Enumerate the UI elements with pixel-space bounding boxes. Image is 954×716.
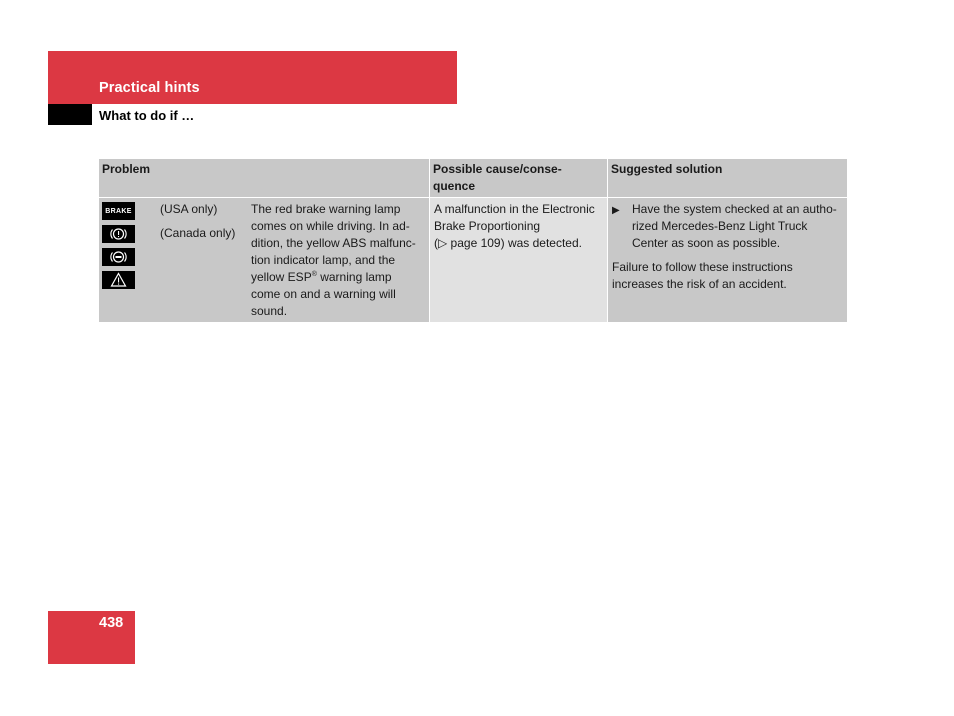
table-header [99,159,847,197]
solution-cell [607,198,847,322]
region-labels [160,201,251,318]
brake-circle-warning-icon [102,225,135,243]
registered-mark: ® [311,271,317,278]
section-header-band [48,51,457,104]
warning-icons [102,201,160,318]
problem-cell [99,198,429,322]
solution-step: ▶ Have the system checked at an autho- rized Mercedes-Benz Light Truck Center as soon as possible. [612,202,837,250]
abs-warning-icon [102,248,135,266]
column-header-cause: Possible cause/conse- quence [429,159,607,197]
cause-cell: A malfunction in the Electronic Brake Proportioning (▷ page 109) was detected. [429,198,607,322]
solution-note: Failure to follow these instructions increases the risk of an accident. [612,260,793,291]
page-number: 438 [99,615,124,631]
problem-description: The red brake warning lamp comes on while driving. In ad- dition, the yellow ABS malfunc- tion indicator lamp, and the yellow ESP® warning lamp come on and a warning will sound. [251,202,416,318]
region-usa: (USA only) [160,202,218,216]
page-reference: (▷ page 109) was detected. [434,236,582,250]
table-row [99,197,847,322]
column-header-solution: Suggested solution [607,159,847,197]
troubleshooting-table [99,159,847,322]
section-title: Practical hints [99,80,200,96]
triangle-warning-icon [102,271,135,289]
brake-warning-lamp-icon: BRAKE [102,202,135,220]
bullet-arrow-icon: ▶ [612,205,620,216]
column-header-problem: Problem [99,159,429,197]
region-canada: (Canada only) [160,226,236,240]
subsection-title: What to do if … [99,108,195,123]
subsection-marker [48,104,92,125]
